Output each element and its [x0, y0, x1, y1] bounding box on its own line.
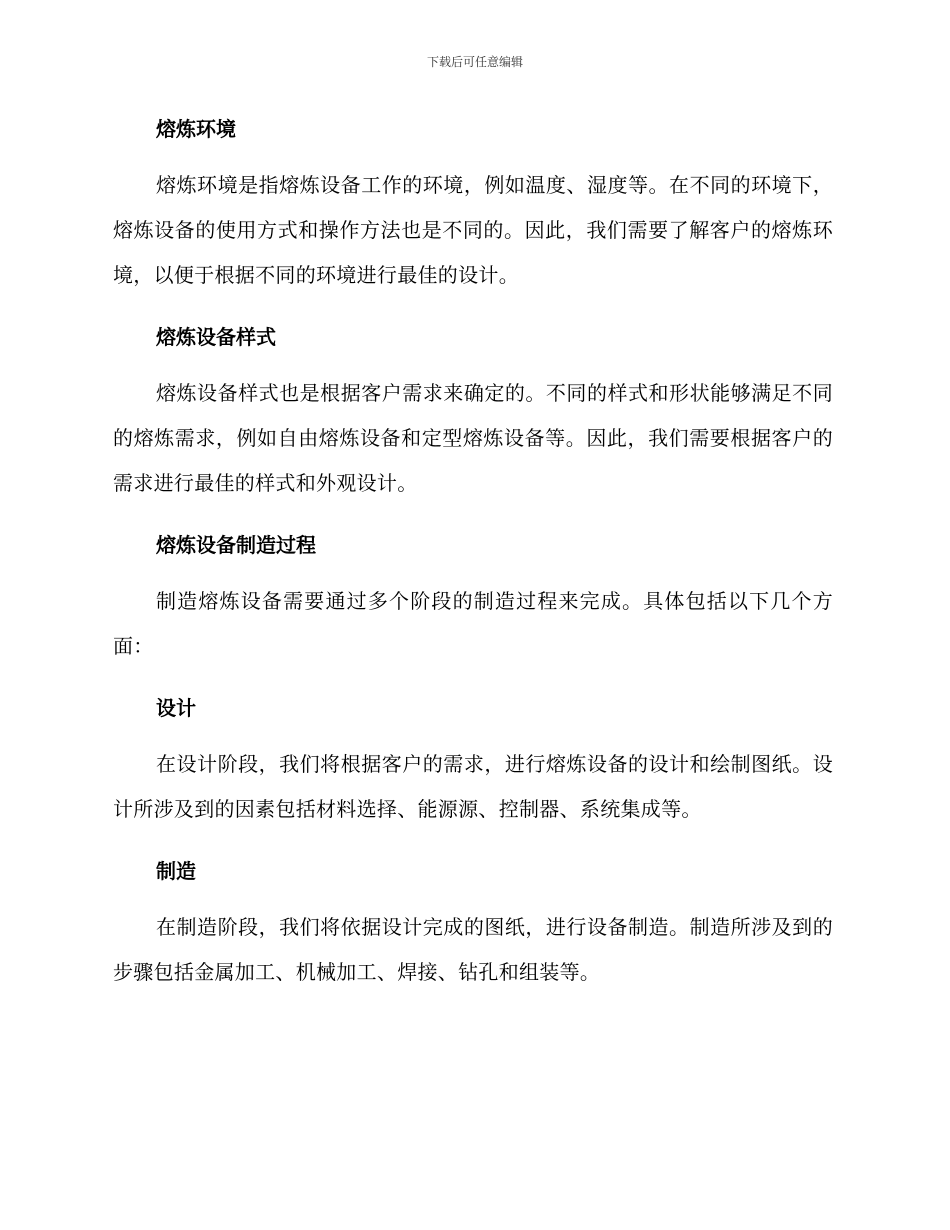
section-heading: 设计 — [156, 696, 196, 720]
section-paragraph: 在制造阶段，我们将依据设计完成的图纸，进行设备制造。制造所涉及到的步骤包括金属加工、机械加工、焊接、钻孔和组装等。 — [113, 915, 833, 984]
section-heading: 制造 — [156, 859, 196, 883]
section-heading: 熔炼设备制造过程 — [156, 533, 316, 557]
section-paragraph: 熔炼环境是指熔炼设备工作的环境，例如温度、湿度等。在不同的环境下，熔炼设备的使用方式和操作方法也是不同的。因此，我们需要了解客户的熔炼环境，以便于根据不同的环境进行最佳的设计。 — [113, 173, 833, 287]
document-body — [113, 110, 833, 995]
page-header: 下载后可任意编辑 — [426, 55, 523, 69]
section-heading: 熔炼设备样式 — [156, 325, 276, 349]
section-paragraph: 在设计阶段，我们将根据客户的需求，进行熔炼设备的设计和绘制图纸。设计所涉及到的因素包括材料选择、能源源、控制器、系统集成等。 — [113, 752, 833, 821]
section-paragraph: 熔炼设备样式也是根据客户需求来确定的。不同的样式和形状能够满足不同的熔炼需求，例如自由熔炼设备和定型熔炼设备等。因此，我们需要根据客户的需求进行最佳的样式和外观设计。 — [113, 381, 833, 495]
section-paragraph: 制造熔炼设备需要通过多个阶段的制造过程来完成。具体包括以下几个方面： — [113, 589, 833, 658]
section-heading: 熔炼环境 — [156, 117, 236, 141]
